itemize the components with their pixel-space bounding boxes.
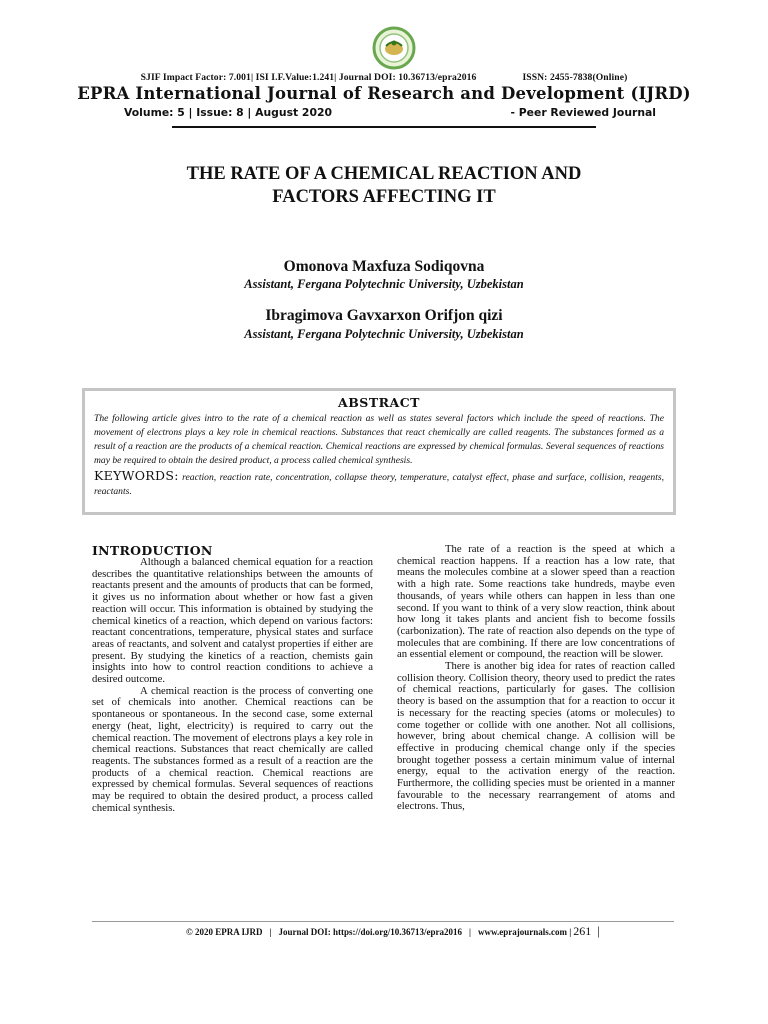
- issn-text: ISSN: 2455-7838(Online): [522, 72, 628, 83]
- article-title: [100, 163, 668, 209]
- author-name-2: Ibragimova Gavxarxon Orifjon qizi: [265, 307, 503, 324]
- keywords-label: KEYWORDS:: [94, 468, 179, 483]
- keywords: [94, 469, 664, 499]
- header-divider: [172, 126, 596, 128]
- abstract-heading: ABSTRACT: [338, 395, 420, 410]
- author-affiliation-2: Assistant, Fergana Polytechnic University, Uzbekistan: [244, 327, 524, 341]
- author-affiliation-1: Assistant, Fergana Polytechnic University, Uzbekistan: [244, 277, 524, 291]
- title-line-2: FACTORS AFFECTING IT: [272, 187, 496, 207]
- journal-name: EPRA International Journal of Research and Development (IJRD): [77, 84, 691, 103]
- body-column-right: [397, 544, 675, 813]
- paragraph: A chemical reaction is the process of converting one set of chemicals into another. Chemical reactions can be spontaneous or spontaneous. In the second case, some external energy (heat, light, electricity) is required to carry out the chemical reaction. The movement of electrons plays a key role in chemical reactions. Substances that react chemically are called reagents. The substances formed as a result of a reaction are the products of a chemical reaction. Chemical reactions are expressed by chemical formulas. Several sequences of reactions may be required to obtain the desired product, a process called chemical synthesis.: [92, 684, 373, 814]
- title-line-1: THE RATE OF A CHEMICAL REACTION AND: [186, 164, 582, 184]
- peer-reviewed-label: - Peer Reviewed Journal: [510, 106, 656, 119]
- section-heading-introduction: INTRODUCTION: [92, 543, 213, 558]
- footer-website-link[interactable]: www.eprajournals.com: [477, 927, 567, 937]
- paragraph: The rate of a reaction is the speed at which a chemical reaction happens. If a reaction has a low rate, that means the molecules combine at a slower speed than a reaction with a high rate. Some reactions take hundreds, maybe even thousands, of years while others can happen in less than one second. If you want to think of a very slow reaction, think about how long it takes plants and ancient fish to become fossils (carbonization). The rate of reaction also depends on the type of molecules that are combining. If there are low concentrations of an essential element or compound, the reaction will be slower.: [397, 543, 675, 661]
- abstract-text: The following article gives intro to the rate of a chemical reaction as well as states several factors which include the speed of reactions. The movement of electrons plays a key role in chemical reactions. Substances that react chemically are called reagents. The substances formed as a result of a reaction are the products of a chemical reaction. Chemical reactions are expressed by chemical formulas. Several sequences of reactions may be required to obtain the desired product, a process called chemical synthesis.: [94, 413, 664, 466]
- body-column-left: [92, 544, 373, 814]
- page-footer: [186, 923, 600, 939]
- author-name-1: Omonova Maxfuza Sodiqovna: [283, 258, 485, 275]
- footer-separator: |: [597, 923, 600, 938]
- footer-separator: |: [269, 927, 272, 937]
- footer-doi-link[interactable]: Journal DOI: https://doi.org/10.36713/epra2016: [278, 927, 462, 937]
- footer-divider: [92, 921, 674, 922]
- footer-separator: |: [566, 927, 572, 937]
- volume-issue: Volume: 5 | Issue: 8 | August 2020: [124, 106, 332, 119]
- paragraph: Although a balanced chemical equation for a reaction describes the quantitative relationships between the amounts of reactants present and the amounts of products that can be formed, it gives us no information about whether or how fast a given reaction will occur. This information is obtained by studying the chemical kinetics of a reaction, which depend on various factors: reactant concentrations, temperature, physical states and surface areas of reactants, and solvent and catalyst properties if either are present. By studying the kinetics of a reaction, chemists gain insights into how to control reaction conditions to achieve a desired outcome.: [92, 556, 373, 686]
- epra-logo-icon: [372, 26, 416, 70]
- abstract-box: [82, 388, 676, 515]
- keywords-text: reaction, reaction rate, concentration, collapse theory, temperature, catalyst effect, phase and surface, collision, reagents, reactants.: [94, 472, 664, 497]
- footer-copyright: © 2020 EPRA IJRD: [186, 927, 263, 937]
- page-number: 261: [573, 924, 592, 938]
- footer-separator: |: [468, 927, 471, 937]
- impact-text: SJIF Impact Factor: 7.001| ISI I.F.Value:1.241| Journal DOI: 10.36713/epra2016: [140, 72, 477, 83]
- impact-factor-line: [0, 72, 768, 83]
- paragraph: There is another big idea for rates of reaction called collision theory. Collision theory, theory used to predict the rates of chemical reactions, particularly for gases. The collision theory is based on the assumption that for a reaction to occur it is necessary for the reacting species (atoms or molecules) to come together or collide with one another. Not all collisions, however, bring about chemical change. A collision will be effective in producing chemical change only if the species brought together possess a certain minimum value of internal energy, equal to the activation energy of the reaction. Furthermore, the colliding species must be oriented in a manner favourable to the necessary rearrangement of atoms and electrons. Thus,: [397, 660, 675, 813]
